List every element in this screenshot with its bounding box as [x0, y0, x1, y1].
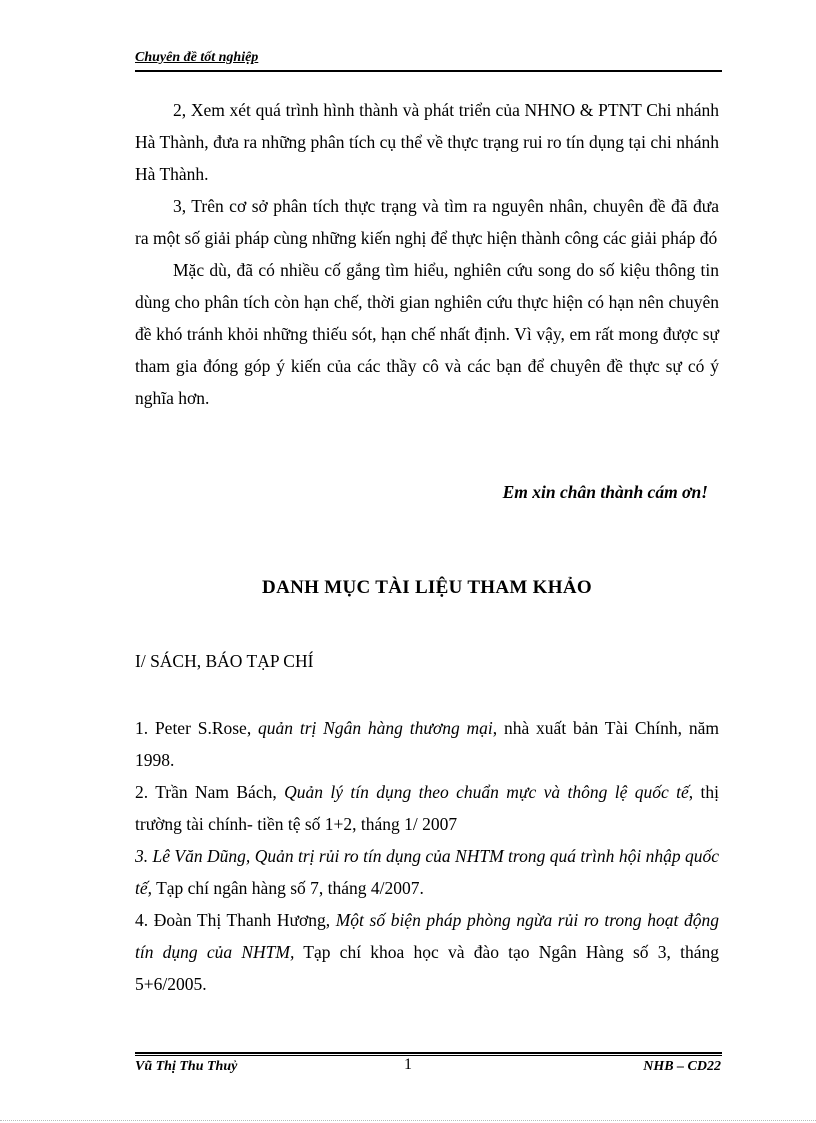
reference-author: 1. Peter S.Rose,: [135, 718, 259, 738]
footer-class-code: NHB – CD22: [643, 1059, 721, 1074]
references-section-heading: I/ SÁCH, BÁO TẠP CHÍ: [135, 651, 314, 671]
body-text: [135, 94, 719, 414]
reference-item: [135, 840, 719, 904]
references-title: DANH MỤC TÀI LIỆU THAM KHẢO: [262, 577, 592, 598]
reference-item: [135, 776, 719, 840]
header-title: Chuyên đề tốt nghiệp: [135, 50, 259, 65]
reference-item: [135, 712, 719, 776]
reference-work-title: quản trị Ngân hàng thương mại: [258, 718, 493, 738]
reference-item: [135, 904, 719, 1000]
paragraph-closing: Mặc dù, đã có nhiều cố gắng tìm hiểu, nghiên cứu song do số kiệu thông tin dùng cho phân tích còn hạn chế, thời gian nghiên cứu thực hiện có hạn nên chuyên đề khó tránh khỏi những thiếu sót, hạn chế nhất định. Vì vậy, em rất mong được sự tham gia đóng góp ý kiến của các thầy cô và các bạn để chuyên đề thực sự có ý nghĩa hơn.: [135, 260, 719, 408]
reference-publication: Tạp chí khoa học và đào tạo Ngân Hàng số 3, tháng 5+6/2005.: [135, 942, 719, 994]
thanks-line: Em xin chân thành cám ơn!: [502, 482, 708, 502]
page-edge-line: [0, 1120, 816, 1121]
page-number: 1: [404, 1056, 412, 1073]
reference-publication: , nhà xuất bản Tài Chính, năm 1998.: [135, 718, 719, 770]
reference-list: [135, 712, 719, 1000]
reference-author: 3. Lê Văn Dũng,: [135, 846, 255, 866]
reference-author: 2. Trần Nam Bách,: [135, 782, 285, 802]
reference-publication: Tạp chí ngân hàng số 7, tháng 4/2007.: [152, 878, 424, 898]
reference-author: 4. Đoàn Thị Thanh Hương,: [135, 910, 336, 930]
reference-work-title: Quản trị rủi ro tín dụng của NHTM trong quá trình hội nhập quốc tế,: [135, 846, 720, 898]
paragraph-objective-3: 3, Trên cơ sở phân tích thực trạng và tìm ra nguyên nhân, chuyên đề đã đưa ra một số giải pháp cùng những kiến nghị để thực hiện thành công các giải pháp đó: [135, 196, 719, 248]
reference-work-title: Quản lý tín dụng theo chuẩn mực và thông lệ quốc tế: [284, 782, 689, 802]
footer-author: Vũ Thị Thu Thuỷ: [135, 1059, 238, 1074]
page-header: [135, 48, 722, 72]
reference-work-title: Một số biện pháp phòng ngừa rủi ro trong hoạt động tín dụng của NHTM,: [135, 910, 719, 962]
paragraph-objective-2: 2, Xem xét quá trình hình thành và phát triển của NHNO & PTNT Chi nhánh Hà Thành, đưa ra những phân tích cụ thể về thực trạng rui ro tín dụng tại chi nhánh Hà Thành.: [135, 100, 719, 184]
reference-publication: , thị trường tài chính- tiền tệ số 1+2, tháng 1/ 2007: [135, 782, 719, 834]
